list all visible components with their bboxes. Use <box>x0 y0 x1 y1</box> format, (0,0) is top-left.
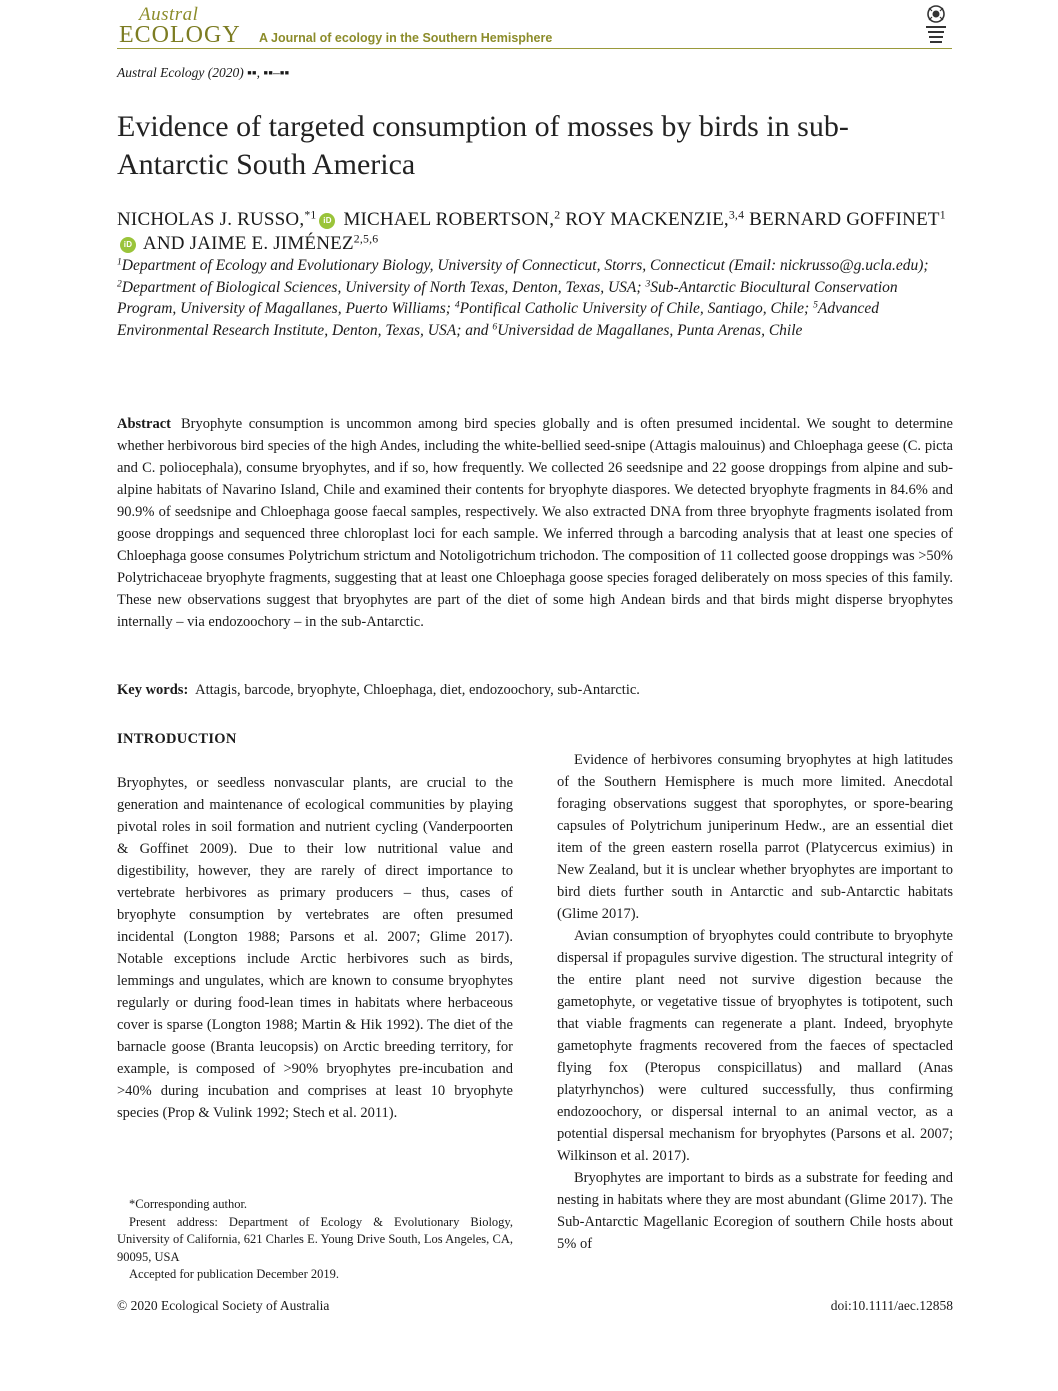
abstract-label: Abstract <box>117 416 171 432</box>
column-left <box>117 728 513 1124</box>
author-name: NICHOLAS J. RUSSO, <box>117 209 305 230</box>
introduction-heading: INTRODUCTION <box>117 731 237 747</box>
affiliation-marker: 1 <box>117 256 122 268</box>
intro-paragraph: Bryophytes are important to birds as a substrate for feeding and nesting in habitats where they are most abundant (Glime 2017). The Sub-Antarctic Magellanic Ecoregion of southern Chile hosts about 5% of <box>557 1170 953 1252</box>
footnote: *Corresponding author. <box>129 1197 248 1211</box>
logo-austral: Austral <box>139 4 199 25</box>
orcid-icon[interactable]: iD <box>120 237 136 253</box>
column-right <box>557 749 953 1255</box>
author-affiliation-marker: 1 <box>939 208 946 222</box>
affiliation-marker: 4 <box>454 299 460 311</box>
author-name: ROY MACKENZIE, <box>565 209 729 230</box>
logo-ecology: ECOLOGY <box>119 22 241 48</box>
author-name: MICHAEL ROBERTSON, <box>343 209 555 230</box>
society-emblem-icon <box>920 4 952 48</box>
author-list <box>117 208 947 256</box>
affiliation-marker: 3 <box>645 278 651 290</box>
author-affiliation-marker: 3,4 <box>728 208 745 222</box>
journal-tagline: A Journal of ecology in the Southern Hemisphere <box>259 31 553 45</box>
journal-citation: Austral Ecology (2020) ▪▪, ▪▪–▪▪ <box>117 65 290 80</box>
affiliations <box>117 255 957 341</box>
affiliation-text: Department of Ecology and Evolutionary Biology, University of Connecticut, Storrs, Connecticut (Email: nickrusso@g.ucla.edu); <box>121 257 929 274</box>
intro-paragraph: Evidence of herbivores consuming bryophytes at high latitudes of the Southern Hemisphere is much more limited. Anecdotal foraging observations suggest that sporophytes, or spore-bearing capsules of Polytrichum juniperinum Hedw., are an essential diet item of the green eastern rosella parrot (Platycercus eximius) in New Zealand, but it is unclear whether bryophytes are important to bird diets further south in Antarctic and sub-Antarctic habitats (Glime 2017). <box>557 752 953 922</box>
journal-logo <box>117 4 269 46</box>
intro-paragraph: Avian consumption of bryophytes could contribute to bryophyte dispersal if propagules survive digestion. The structural integrity of the entire plant need not survive digestion because the gametophyte, or vegetative tissue of bryophytes is totipotent, such that viable fragments can regenerate a plant. Indeed, bryophyte gametophyte fragments recovered from the faeces of spectacled flying fox (Pteropus conspicillatus) and mallard (Anas platyrhynchos) were cultured successfully, thus confirming endozoochory, or dispersal internal to an animal vector, as a potential dispersal mechanism for bryophytes (Parsons et al. 2007; Wilkinson et al. 2017). <box>557 928 953 1164</box>
affiliation-text: Sub-Antarctic Biocultural Conservation Program, University of Magallanes, Puerto Williams; <box>117 278 898 317</box>
author-affiliation-marker: 2 <box>554 208 561 222</box>
affiliation-text: Department of Biological Sciences, University of North Texas, Denton, Texas, USA; <box>121 278 642 296</box>
intro-paragraph: Bryophytes, or seedless nonvascular plants, are crucial to the generation and maintenance of ecological communities by playing pivotal roles in soil formation and nutrient cycling (Vanderpoorten & Goffinet 2009). Due to their low nutritional value and digestibility, however, they are rarely of direct importance to vertebrate herbivores as primary producers – thus, cases of bryophyte consumption by vertebrates are often presumed incidental (Longton 1988; Parsons et al. 2007; Glime 2017). Notable exceptions include Arctic herbivores such as birds, lemmings and ungulates, which are known to consume bryophytes regularly or during food-lean times in habitats where herbaceous cover is sparse (Longton 1988; Martin & Hik 1992). The diet of the barnacle goose (Branta leucopsis) on Arctic breeding territory, for example, is composed of >90% bryophytes pre-incubation and >40% during incubation and comprises at least 10 bryophyte species (Prop & Vulink 1992; Stech et al. 2011). <box>117 775 513 1121</box>
footnote: Present address: Department of Ecology & Evolutionary Biology, University of California, 621 Charles E. Young Drive South, Los Angeles, CA, 90095, USA <box>117 1214 513 1264</box>
keywords-text: Attagis, barcode, bryophyte, Chloephaga, diet, endozoochory, sub-Antarctic. <box>195 682 640 698</box>
affiliation-marker: 5 <box>813 299 818 311</box>
author-name: BERNARD GOFFINET <box>749 209 940 230</box>
abstract <box>117 413 953 633</box>
affiliation-text: Pontifical Catholic University of Chile, Santiago, Chile; <box>459 300 810 317</box>
footnotes <box>117 1196 513 1284</box>
masthead-rule <box>117 48 952 49</box>
keywords <box>117 680 953 700</box>
keywords-label: Key words: <box>117 682 189 698</box>
affiliation-text: Advanced Environmental Research Institute, Denton, Texas, USA; and <box>117 300 879 339</box>
copyright-notice: © 2020 Ecological Society of Australia <box>117 1298 330 1313</box>
author-affiliation-marker: *1 <box>304 208 317 222</box>
affiliation-marker: 6 <box>492 321 498 333</box>
orcid-icon[interactable]: iD <box>319 213 335 229</box>
affiliation-marker: 2 <box>117 278 122 290</box>
article-title: Evidence of targeted consumption of mosses by birds in sub-Antarctic South America <box>117 110 849 181</box>
author-affiliation-marker: 2,5,6 <box>353 232 379 246</box>
affiliation-text: Universidad de Magallanes, Punta Arenas, Chile <box>497 321 803 339</box>
journal-masthead <box>117 4 954 48</box>
abstract-text: Bryophyte consumption is uncommon among bird species globally and is often presumed incidental. We sought to determine whether herbivorous bird species of the high Andes, including the white-bellied seed-snipe (Attagis malouinus) and Chloephaga geese (C. picta and C. poliocephala), consume bryophytes, and if so, how frequently. We collected 26 seedsnipe and 22 goose droppings from alpine and sub-alpine habitats of Navarino Island, Chile and examined their contents for bryophyte diaspores. We detected bryophyte fragments in 84.6% and 90.9% of seedsnipe and Chloephaga goose faecal samples, respectively. We also extracted DNA from three bryophyte fragments isolated from goose droppings and sequenced three chloroplast loci for each sample. We inferred through a barcoding analysis that at least one species of Chloephaga goose consumes Polytrichum strictum and Notoligotrichum trichodon. The composition of 11 collected goose droppings was >50% Polytrichaceae bryophyte fragments, suggesting that at least one Chloephaga goose species foraged deliberately on moss species of this family. These new observations suggest that bryophytes are part of the diet of some high Andean birds and that birds might disperse bryophytes internally – via endozoochory – in the sub-Antarctic. <box>117 416 953 630</box>
footnote: Accepted for publication December 2019. <box>129 1267 339 1281</box>
doi-link[interactable]: doi:10.1111/aec.12858 <box>830 1298 953 1313</box>
author-name: AND JAIME E. JIMÉNEZ <box>142 233 354 254</box>
